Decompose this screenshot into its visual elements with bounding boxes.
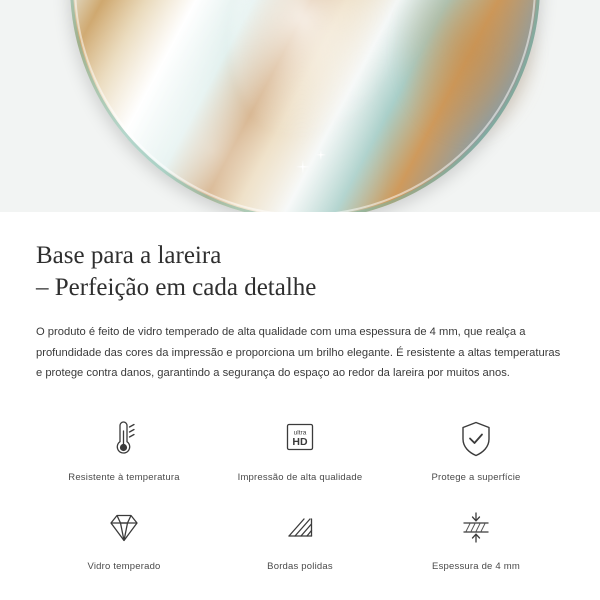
ultra-hd-icon: [280, 416, 320, 462]
description-paragraph: O produto é feito de vidro temperado de alta qualidade com uma espessura de 4 mm, que realça a profundidade das cores da impressão e proporciona um brilho elegante. É resistente a altas temperaturas e protege contra danos, garantindo a segurança do espaço ao redor da lareira por muitos anos.: [36, 326, 561, 380]
feature-item: [36, 499, 212, 578]
feature-label: Resistente à temperatura: [68, 472, 180, 484]
feature-item: [36, 410, 212, 489]
svg-text:ultra: ultra: [293, 429, 307, 437]
thickness-arrows-icon: [456, 505, 496, 551]
thermometer-icon: [107, 416, 141, 462]
polished-edges-icon: [280, 505, 320, 551]
feature-item: [388, 410, 564, 489]
headline-line-1: Base para a lareira: [36, 242, 222, 269]
feature-label: Protege a superfície: [431, 472, 521, 484]
svg-text:HD: HD: [292, 436, 308, 449]
feature-label: Impressão de alta qualidade: [237, 472, 363, 484]
feature-item: [388, 499, 564, 578]
diamond-icon: [104, 505, 144, 551]
page-title: [36, 240, 564, 304]
feature-label: Espessura de 4 mm: [432, 561, 520, 573]
feature-label: Bordas polidas: [267, 561, 333, 573]
headline-line-2: – Perfeição em cada detalhe: [36, 274, 317, 301]
sparkle-icon: [316, 150, 326, 160]
feature-label: Vidro temperado: [87, 561, 161, 573]
sparkle-icon: [296, 160, 310, 174]
feature-item: [212, 410, 388, 489]
feature-item: [212, 499, 388, 578]
hero-image: [0, 0, 600, 212]
shield-check-icon: [457, 416, 495, 462]
feature-grid: [36, 410, 564, 578]
